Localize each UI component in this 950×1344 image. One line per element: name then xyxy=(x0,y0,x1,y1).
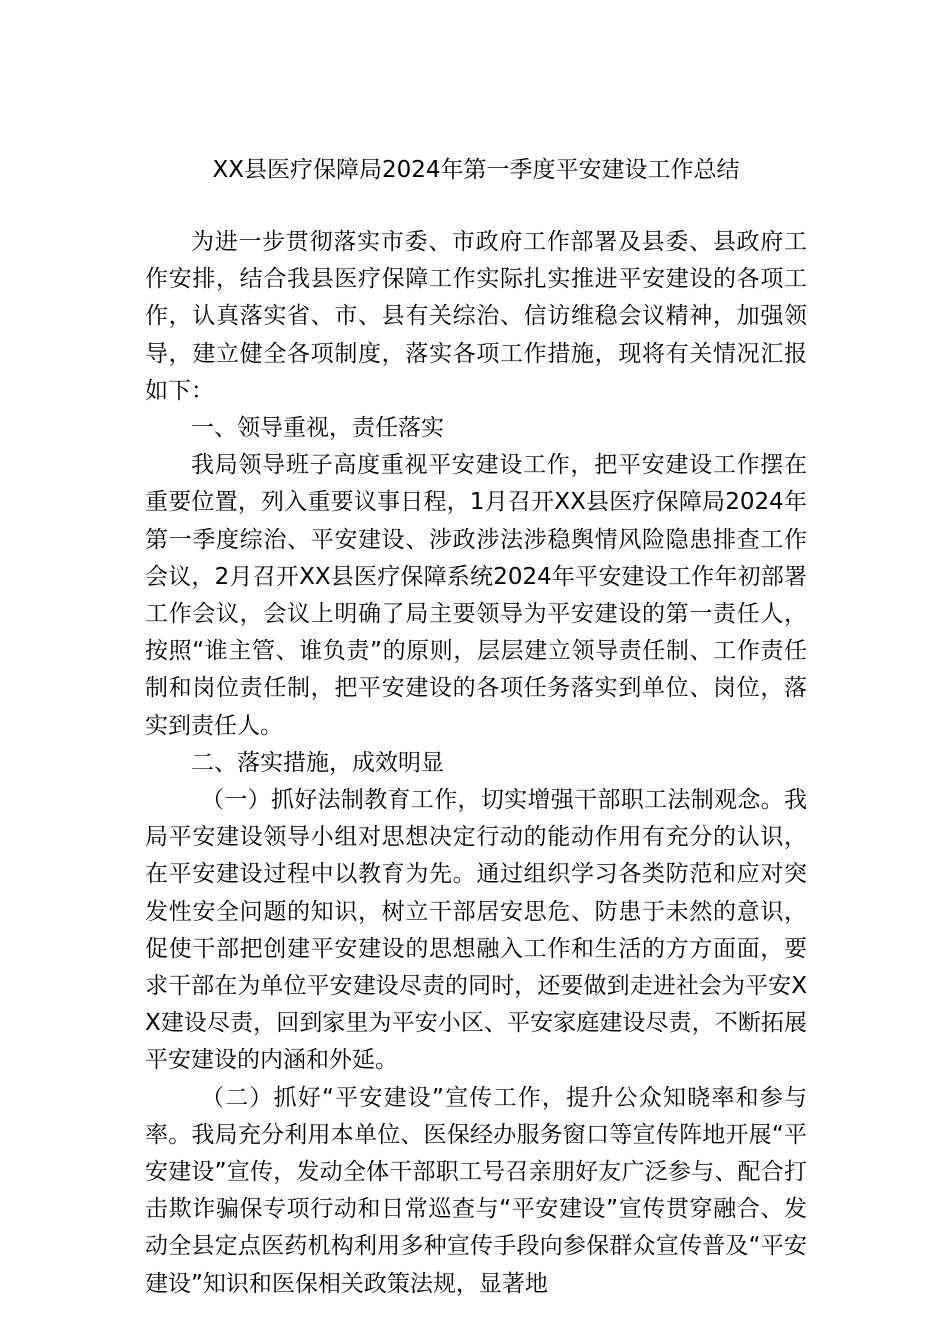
document-body xyxy=(145,224,807,1303)
intro-paragraph: 为进一步贯彻落实市委、市政府工作部署及县委、县政府工作安排，结合我县医疗保障工作实际扎实推进平安建设的各项工作，认真落实省、市、县有关综治、信访维稳会议精神，加强领导，建立健全各项制度，落实各项工作措施，现将有关情况汇报如下： xyxy=(145,229,807,404)
section-1-paragraph: 我局领导班子高度重视平安建设工作，把平安建设工作摆在重要位置，列入重要议事日程，1月召开XX县医疗保障局2024年第一季度综治、平安建设、涉政涉法涉稳舆情风险隐患排查工作会议，2月召开XX县医疗保障系统2024年平安建设工作年初部署工作会议，会议上明确了局主要领导为平安建设的第一责任人，按照“谁主管、谁负责”的原则，层层建立领导责任制、工作责任制和岗位责任制，把平安建设的各项任务落实到单位、岗位，落实到责任人。 xyxy=(145,452,807,739)
subsection-1-paragraph: （一）抓好法制教育工作，切实增强干部职工法制观念。我局平安建设领导小组对思想决定行动的能动作用有充分的认识，在平安建设过程中以教育为先。通过组织学习各类防范和应对突发性安全问题的知识，树立干部居安思危、防患于未然的意识，促使干部把创建平安建设的思想融入工作和生活的方方面面，要求干部在为单位平安建设尽责的同时，还要做到走进社会为平安XX建设尽责，回到家里为平安小区、平安家庭建设尽责，不断拓展平安建设的内涵和外延。 xyxy=(145,787,807,1074)
section-heading-1: 一、领导重视，责任落实 xyxy=(191,415,444,442)
subsection-2-paragraph: （二）抓好“平安建设”宣传工作，提升公众知晓率和参与率。我局充分利用本单位、医保经办服务窗口等宣传阵地开展“平安建设”宣传，发动全体干部职工号召亲朋好友广泛参与、配合打击欺诈骗保专项行动和日常巡查与“平安建设”宣传贯穿融合、发动全县定点医药机构利用多种宣传手段向参保群众宣传普及“平安建设”知识和医保相关政策法规，显著地 xyxy=(145,1084,807,1297)
section-heading-2: 二、落实措施，成效明显 xyxy=(191,749,444,776)
document-title: XX县医疗保障局2024年第一季度平安建设工作总结 xyxy=(212,157,740,183)
